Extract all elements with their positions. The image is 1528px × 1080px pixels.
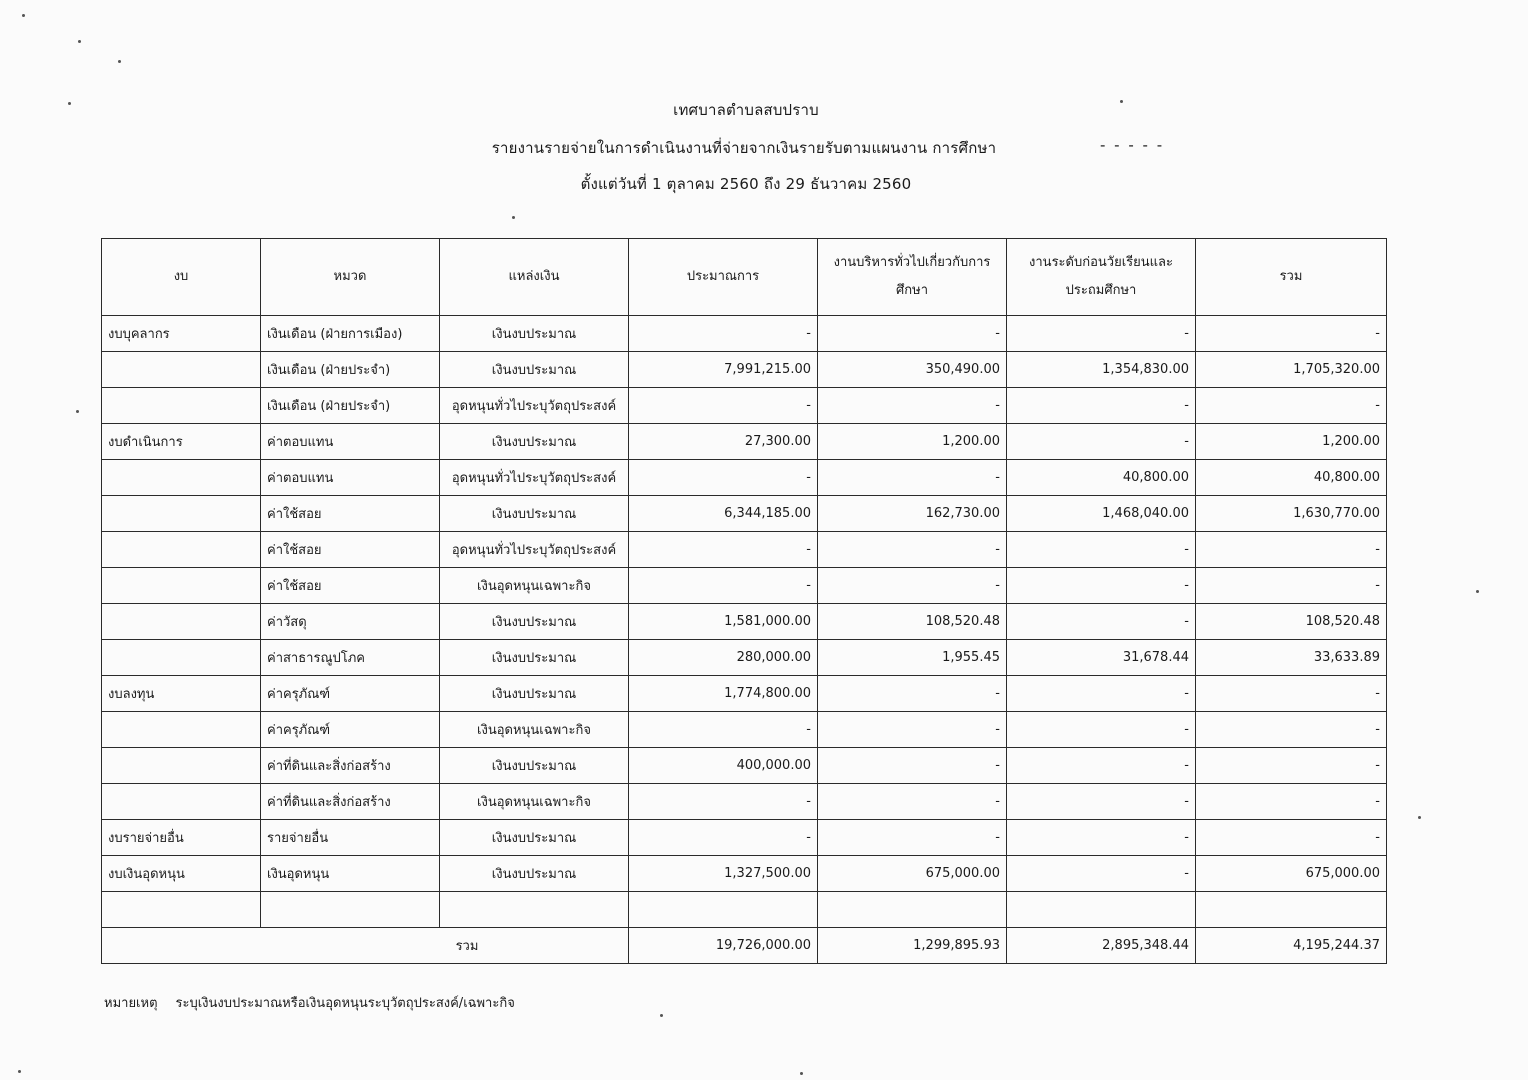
table-row <box>102 748 1387 784</box>
cell-total: 33,633.89 <box>1196 640 1387 676</box>
table-row <box>102 640 1387 676</box>
cell-source: เงินงบประมาณ <box>440 676 629 712</box>
cell-preschool: - <box>1007 748 1196 784</box>
cell-category: ค่าใช้สอย <box>261 532 440 568</box>
total-row <box>102 928 1387 964</box>
cell-source: อุดหนุนทั่วไประบุวัตถุประสงค์ <box>440 460 629 496</box>
cell-budget: งบลงทุน <box>102 676 261 712</box>
cell-estimate: - <box>629 568 818 604</box>
cell-source: อุดหนุนทั่วไประบุวัตถุประสงค์ <box>440 388 629 424</box>
table-row <box>102 856 1387 892</box>
cell-budget: งบรายจ่ายอื่น <box>102 820 261 856</box>
cell-total: - <box>1196 316 1387 352</box>
table-row <box>102 496 1387 532</box>
cell-estimate: 27,300.00 <box>629 424 818 460</box>
scan-speck <box>1418 816 1421 819</box>
cell-admin: - <box>818 748 1007 784</box>
blank-row <box>102 892 1387 928</box>
cell-source: เงินงบประมาณ <box>440 748 629 784</box>
cell-total: - <box>1196 712 1387 748</box>
cell-budget: งบเงินอุดหนุน <box>102 856 261 892</box>
table-row <box>102 424 1387 460</box>
cell-budget <box>102 784 261 820</box>
table-row <box>102 388 1387 424</box>
scan-speck <box>18 1070 21 1073</box>
cell-admin: - <box>818 676 1007 712</box>
cell-total: - <box>1196 388 1387 424</box>
cell-total: 1,630,770.00 <box>1196 496 1387 532</box>
scan-speck <box>76 410 79 413</box>
scan-speck <box>1120 100 1123 103</box>
cell-admin: 1,955.45 <box>818 640 1007 676</box>
cell-estimate: 1,774,800.00 <box>629 676 818 712</box>
column-header-category: หมวด <box>261 239 440 316</box>
cell-preschool: - <box>1007 424 1196 460</box>
column-header-preschool-primary: งานระดับก่อนวัยเรียนและประถมศึกษา <box>1007 239 1196 316</box>
cell-total: - <box>1196 748 1387 784</box>
cell-preschool: - <box>1007 712 1196 748</box>
cell-budget <box>102 388 261 424</box>
table-row <box>102 460 1387 496</box>
cell-estimate: 1,327,500.00 <box>629 856 818 892</box>
cell-admin: - <box>818 820 1007 856</box>
cell-budget <box>102 496 261 532</box>
cell-preschool: - <box>1007 388 1196 424</box>
cell-category: รายจ่ายอื่น <box>261 820 440 856</box>
table-row <box>102 784 1387 820</box>
report-title-mark: - - - - - <box>1100 136 1165 154</box>
cell-source: เงินอุดหนุนเฉพาะกิจ <box>440 568 629 604</box>
cell-preschool: 1,468,040.00 <box>1007 496 1196 532</box>
cell-total: 40,800.00 <box>1196 460 1387 496</box>
cell-source: เงินงบประมาณ <box>440 496 629 532</box>
cell-total: 1,200.00 <box>1196 424 1387 460</box>
cell-category: ค่าใช้สอย <box>261 496 440 532</box>
cell-category: ค่าตอบแทน <box>261 460 440 496</box>
cell-budget: งบบุคลากร <box>102 316 261 352</box>
cell-source: เงินงบประมาณ <box>440 640 629 676</box>
cell-preschool: - <box>1007 604 1196 640</box>
cell-budget <box>102 460 261 496</box>
cell-estimate: 1,581,000.00 <box>629 604 818 640</box>
cell-preschool: - <box>1007 568 1196 604</box>
cell-budget <box>102 640 261 676</box>
table-row <box>102 568 1387 604</box>
expense-table <box>101 238 1387 964</box>
cell-admin: - <box>818 712 1007 748</box>
cell-source: อุดหนุนทั่วไประบุวัตถุประสงค์ <box>440 532 629 568</box>
cell-budget <box>102 532 261 568</box>
cell-admin: - <box>818 388 1007 424</box>
cell-budget <box>102 712 261 748</box>
scan-speck <box>1476 590 1479 593</box>
report-organization: เทศบาลตำบลสบปราบ <box>673 101 819 119</box>
table-row <box>102 352 1387 388</box>
cell-total: - <box>1196 532 1387 568</box>
footnote <box>104 992 515 1013</box>
cell-category: ค่าใช้สอย <box>261 568 440 604</box>
cell-admin: - <box>818 460 1007 496</box>
cell-category: เงินเดือน (ฝ่ายการเมือง) <box>261 316 440 352</box>
cell-source: เงินอุดหนุนเฉพาะกิจ <box>440 712 629 748</box>
cell-total: - <box>1196 568 1387 604</box>
table-body <box>102 316 1387 964</box>
total-label: รวม <box>102 928 629 964</box>
table-row <box>102 604 1387 640</box>
scan-speck <box>22 14 25 17</box>
cell-total: - <box>1196 676 1387 712</box>
scan-speck <box>512 216 515 219</box>
cell-budget <box>102 352 261 388</box>
cell-preschool: - <box>1007 856 1196 892</box>
scan-speck <box>78 40 81 43</box>
cell-category: ค่าวัสดุ <box>261 604 440 640</box>
cell-estimate: - <box>629 388 818 424</box>
cell-estimate: - <box>629 784 818 820</box>
cell-estimate: - <box>629 532 818 568</box>
report-period: ตั้งแต่วันที่ 1 ตุลาคม 2560 ถึง 29 ธันวาคม 2560 <box>580 175 912 193</box>
cell-budget <box>102 748 261 784</box>
report-title: รายงานรายจ่ายในการดำเนินงานที่จ่ายจากเงินรายรับตามแผนงาน การศึกษา <box>491 139 997 157</box>
column-header-source: แหล่งเงิน <box>440 239 629 316</box>
cell-total: 1,705,320.00 <box>1196 352 1387 388</box>
cell-preschool: 1,354,830.00 <box>1007 352 1196 388</box>
cell-estimate: - <box>629 820 818 856</box>
column-header-total: รวม <box>1196 239 1387 316</box>
cell-category: ค่าตอบแทน <box>261 424 440 460</box>
cell-total: - <box>1196 820 1387 856</box>
cell-admin: 162,730.00 <box>818 496 1007 532</box>
cell-source: เงินงบประมาณ <box>440 316 629 352</box>
cell-source: เงินงบประมาณ <box>440 856 629 892</box>
cell-admin: 108,520.48 <box>818 604 1007 640</box>
footnote-label: หมายเหตุ <box>104 996 158 1011</box>
column-header-admin-education: งานบริหารทั่วไปเกี่ยวกับการศึกษา <box>818 239 1007 316</box>
cell-admin: 350,490.00 <box>818 352 1007 388</box>
cell-category: ค่าที่ดินและสิ่งก่อสร้าง <box>261 784 440 820</box>
cell-admin: - <box>818 784 1007 820</box>
cell-preschool: 40,800.00 <box>1007 460 1196 496</box>
cell-preschool: - <box>1007 532 1196 568</box>
cell-admin: - <box>818 316 1007 352</box>
cell-preschool: - <box>1007 316 1196 352</box>
cell-preschool: - <box>1007 784 1196 820</box>
cell-estimate: - <box>629 316 818 352</box>
cell-source: เงินงบประมาณ <box>440 820 629 856</box>
cell-estimate: - <box>629 712 818 748</box>
scan-speck <box>660 1014 663 1017</box>
table-row <box>102 532 1387 568</box>
cell-category: ค่าที่ดินและสิ่งก่อสร้าง <box>261 748 440 784</box>
cell-preschool: 31,678.44 <box>1007 640 1196 676</box>
cell-source: เงินอุดหนุนเฉพาะกิจ <box>440 784 629 820</box>
cell-total: 675,000.00 <box>1196 856 1387 892</box>
cell-estimate: 6,344,185.00 <box>629 496 818 532</box>
table-row <box>102 820 1387 856</box>
cell-admin: - <box>818 532 1007 568</box>
cell-preschool: - <box>1007 676 1196 712</box>
cell-admin: 675,000.00 <box>818 856 1007 892</box>
column-header-budget: งบ <box>102 239 261 316</box>
table-row <box>102 316 1387 352</box>
scan-speck <box>118 60 121 63</box>
cell-total: 108,520.48 <box>1196 604 1387 640</box>
cell-total: - <box>1196 784 1387 820</box>
cell-estimate: 280,000.00 <box>629 640 818 676</box>
cell-budget <box>102 568 261 604</box>
cell-category: ค่าครุภัณฑ์ <box>261 712 440 748</box>
total-sum: 4,195,244.37 <box>1196 928 1387 964</box>
cell-budget <box>102 604 261 640</box>
cell-source: เงินงบประมาณ <box>440 604 629 640</box>
table-header-row <box>102 239 1387 316</box>
cell-category: เงินเดือน (ฝ่ายประจำ) <box>261 388 440 424</box>
cell-source: เงินงบประมาณ <box>440 424 629 460</box>
column-header-estimate: ประมาณการ <box>629 239 818 316</box>
total-preschool: 2,895,348.44 <box>1007 928 1196 964</box>
cell-category: เงินอุดหนุน <box>261 856 440 892</box>
cell-estimate: 400,000.00 <box>629 748 818 784</box>
total-estimate: 19,726,000.00 <box>629 928 818 964</box>
cell-budget: งบดำเนินการ <box>102 424 261 460</box>
cell-category: เงินเดือน (ฝ่ายประจำ) <box>261 352 440 388</box>
cell-admin: - <box>818 568 1007 604</box>
cell-preschool: - <box>1007 820 1196 856</box>
cell-category: ค่าครุภัณฑ์ <box>261 676 440 712</box>
table-row <box>102 712 1387 748</box>
cell-estimate: - <box>629 460 818 496</box>
cell-admin: 1,200.00 <box>818 424 1007 460</box>
footnote-text: ระบุเงินงบประมาณหรือเงินอุดหนุนระบุวัตถุประสงค์/เฉพาะกิจ <box>175 996 515 1011</box>
scan-speck <box>800 1072 803 1075</box>
cell-estimate: 7,991,215.00 <box>629 352 818 388</box>
cell-source: เงินงบประมาณ <box>440 352 629 388</box>
total-admin: 1,299,895.93 <box>818 928 1007 964</box>
table-row <box>102 676 1387 712</box>
cell-category: ค่าสาธารณูปโภค <box>261 640 440 676</box>
scan-speck <box>68 102 71 105</box>
